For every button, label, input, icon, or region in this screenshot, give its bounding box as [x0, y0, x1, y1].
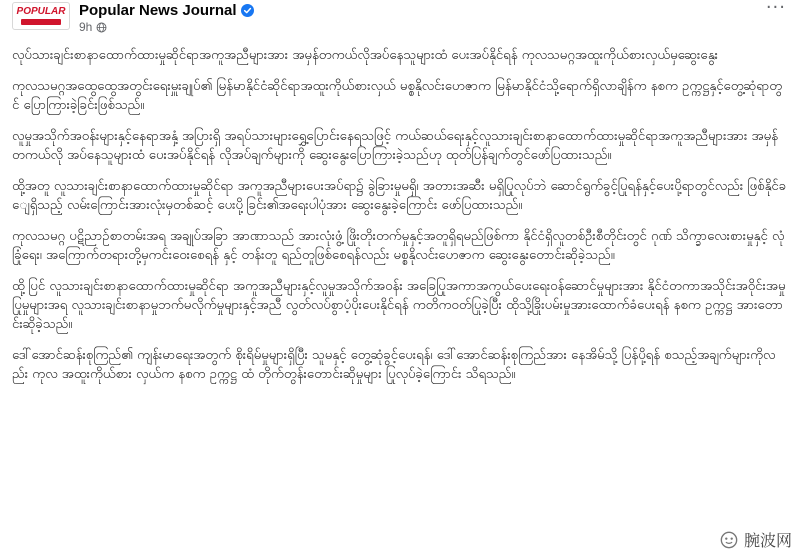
post-timestamp[interactable]: 9h: [79, 20, 93, 34]
watermark: [720, 528, 792, 551]
watermark-logo-icon: [720, 531, 738, 549]
logo-bar: [21, 19, 61, 25]
logo-text: POPULAR: [16, 6, 66, 17]
verified-badge-icon: [241, 4, 254, 17]
globe-icon: [96, 22, 107, 33]
time-row: [79, 20, 254, 34]
more-options-icon[interactable]: ···: [765, 0, 786, 18]
post-meta: [79, 2, 254, 34]
post-paragraph: ကုလသမဂ္ဂအထွေထွေအတွင်းရေးမှူးချုပ်၏ မြန်မာနိုင်ငံဆိုင်ရာအထူးကိုယ်စားလှယ် မစ္စနိုလင်းဟေဇာက မြန်မာနိုင်ငံသို့ရောက်ရှိလာချိန်က နစက ဥက္ကဋ္ဌနှင့်တွေ့ဆုံရာတွင် ပြောကြားခဲ့ခြင်းဖြစ်သည်။: [12, 79, 783, 113]
post-paragraph: ဒေါ်အောင်ဆန်းစုကြည်၏ ကျန်းမာရေးအတွက် စိုးရိမ်မှုများရှိပြီး သူမနှင့် တွေ့ဆုံခွင့်ပေးရန်၊ ဒေါ်အောင်ဆန်းစုကြည်အား နေအိမ်သို့ ပြန်ပို့ရန် စသည့်အချက်များကိုလည်း ကုလ အထူးကိုယ်စား လှယ်က နစက ဥက္ကဋ္ဌ ထံ တိုက်တွန်းတောင်းဆိုမှုများ ပြုလုပ်ခဲ့ကြောင်း သိရသည်။: [12, 348, 776, 382]
page-avatar[interactable]: [12, 2, 70, 30]
page-name[interactable]: Popular News Journal: [79, 2, 237, 19]
post-paragraph: ထို့အတူ လူသားချင်းစာနာထောက်ထားမှုဆိုင်ရာ အကူအညီများပေးအပ်ရာ၌ ခွဲခြားမှုမရှိ၊ အတားအဆီး မရှိပြုလုပ်ဘဲ ဆောင်ရွက်ခွင့်ပြုရန်နှင့်ပေးပို့ရာတွင်လည်း ဖြစ်နိုင်ချေရှိသည့် လမ်းကြောင်းအားလုံးမှတစ်ဆင့် ပေးပို့ခြင်း၏အရေးပါပုံအား ဆွေးနွေးခဲ့ကြောင်း ဖော်ပြထားသည်။: [12, 179, 787, 213]
post-body: [12, 46, 788, 384]
post-header: [12, 2, 788, 36]
post-paragraph: ထို့ပြင် လူသားချင်းစာနာထောက်ထားမှုဆိုင်ရာ အကူအညီများနှင့်လူမှုအသိုက်အဝန်း အခြေပြုအကာအကွယ်ပေးရေးဝန်ဆောင်မှုများအား နိုင်ငံတကာအသိုင်းအဝိုင်းအမှုပြုမှုများအရ လူသားချင်းစာနာမှုဘက်မလိုက်မှုများနှင့်အညီ လွတ်လပ်စွာပံ့ပိုးပေးနိုင်ရန် ကတိကဝတ်ပြုခဲ့ပြီး ထိုသို့ခြိုးပမ်းမှုအားထောက်ခံပေးရန် နစက ဥက္ကဋ္ဌ အားတောင်းဆိုခဲ့သည်။: [12, 279, 786, 332]
name-row: [79, 2, 254, 19]
post-paragraph: လူမှုအသိုက်အဝန်းများနှင့်နေရာအနှံ့ အပြားရှိ အရပ်သားများရွှေ့ပြောင်းနေရသဖြင့် ကယ်ဆယ်ရေးနှင့်လူသားချင်းစာနာထောက်ထားမှုဆိုင်ရာအကူအညီများအား အမှန်တကယ်လို အပ်နေသူများထံ ပေးအပ်နိုင်ရန် လိုအပ်ချက်များကို ဆွေးနွေးပြောကြားခဲ့သည်ဟု ထုတ်ပြန်ချက်တွင်ဖော်ပြထားသည်။: [12, 129, 778, 163]
post-paragraph: လုပ်သားချင်းစာနာထောက်ထားမှုဆိုင်ရာအကူအညီများအား အမှန်တကယ်လိုအပ်နေသူများထံ ပေးအပ်နိုင်ရန် ကုလသမဂ္ဂအထူးကိုယ်စားလှယ်မှဆွေးနွေး: [12, 48, 718, 63]
post-paragraph: ကုလသမဂ္ဂ ပဋိညာဉ်စာတမ်းအရ အချုပ်အခြာ အာဏာသည် အားလုံးဖွံ့ ဖြိုးတိုးတက်မှုနှင့်အတူရှိရမည်ဖြစ်ကာ နိုင်ငံရှိလူတစ်ဦးစီတိုင်းတွင် ဂုဏ် သိက္ခာလေးစားမှုနှင့် လုံခြုံရေး၊ အကြောက်တရားတို့မှကင်းဝေးစေရန် နှင့် တန်းတူ ရည်တူဖြစ်စေရန်လည်း မစ္စနိုလင်းဟေဇာက ဆွေးနွေးတောင်းဆိုခဲ့သည်။: [12, 229, 785, 263]
watermark-text: 腕波网: [743, 531, 792, 550]
